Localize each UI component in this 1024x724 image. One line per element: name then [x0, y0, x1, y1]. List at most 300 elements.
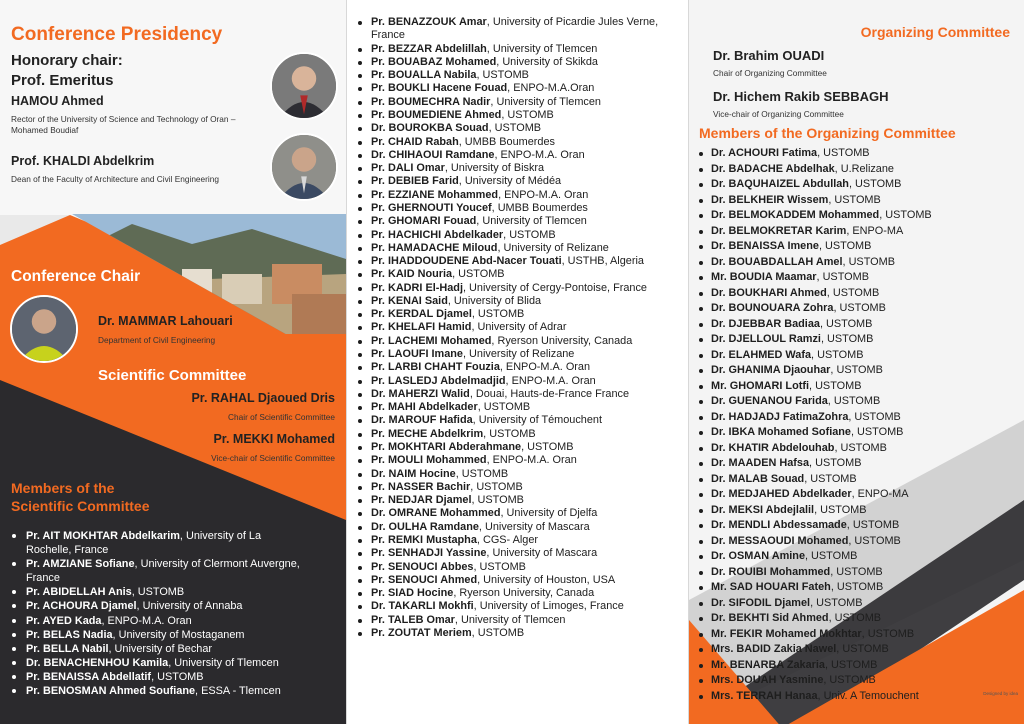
- list-item: [689, 270, 1019, 286]
- member-name: Dr. BOUROKBA Souad: [371, 122, 489, 135]
- member-name: Dr. BEKHTI Sid Ahmed: [711, 612, 829, 624]
- member-name: Pr. LASLEDJ Abdelmadjid: [371, 374, 506, 387]
- organizing-members-list: [689, 146, 1019, 704]
- member-affiliation: , University of Relizane: [463, 348, 575, 361]
- list-item: [347, 361, 683, 374]
- member-affiliation: , University of Houston, USA: [477, 573, 616, 586]
- member-affiliation: , ENPO-M.A. Oran: [505, 374, 596, 387]
- scientific-chair-role: Chair of Scientific Committee: [228, 412, 335, 422]
- list-item: [347, 401, 683, 414]
- list-item: [0, 670, 300, 684]
- member-name: Dr. MAADEN Hafsa: [711, 457, 810, 469]
- list-item: [689, 363, 1019, 379]
- member-affiliation: , USTOMB: [151, 670, 204, 683]
- list-item: [689, 394, 1019, 410]
- member-name: Dr. BELMOKRETAR Karim: [711, 224, 847, 237]
- list-item: [347, 189, 683, 202]
- list-item: [689, 193, 1019, 209]
- list-item: [689, 627, 1019, 643]
- member-name: Pr. IHADDOUDENE Abd-Nacer Touati: [371, 255, 562, 268]
- honorary-name-line1: Prof. Emeritus: [11, 72, 114, 89]
- list-item: [689, 611, 1019, 627]
- member-affiliation: , USTOMB: [842, 255, 895, 268]
- member-affiliation: , University of Mascara: [478, 520, 590, 533]
- list-item: [347, 481, 683, 494]
- member-name: Dr. BAQUHAIZEL Abdullah: [711, 178, 849, 190]
- member-name: Dr. MEKSI Abdejlalil: [711, 503, 815, 516]
- member-affiliation: , ENPO-M.A. Oran: [499, 361, 591, 374]
- organizing-vice-role: Vice-chair of Organizing Committee: [713, 109, 844, 119]
- list-item: [689, 580, 1019, 596]
- member-name: Pr. KAID Nouria: [371, 268, 453, 281]
- member-name: Pr. LAOUFI Imane: [371, 348, 463, 361]
- member-name: Pr. AIT MOKHTAR Abdelkarim: [26, 530, 180, 542]
- member-affiliation: , University of Clermont Auvergne, France: [26, 558, 300, 585]
- member-affiliation: , USTOMB: [476, 69, 529, 82]
- member-name: Dr. OSMAN Amine: [711, 550, 805, 562]
- member-name: Pr. MAHI Abdelkader: [371, 401, 478, 414]
- member-name: Dr. BOUKHARI Ahmed: [711, 286, 827, 299]
- member-affiliation: , USTOMB: [473, 560, 526, 573]
- member-affiliation: , CGS- Alger: [476, 533, 539, 546]
- member-affiliation: , USTOMB: [809, 379, 862, 392]
- middle-panel: [346, 0, 688, 724]
- list-item: [347, 388, 683, 401]
- member-name: Pr. AYED Kada: [26, 614, 102, 627]
- member-affiliation: , ENPO-M.A. Oran: [101, 614, 192, 627]
- list-item: [689, 565, 1019, 581]
- member-name: Dr. GHANIMA Djaouhar: [711, 364, 831, 376]
- member-affiliation: , USTOMB: [816, 271, 869, 283]
- scientific-members-title-line1: Members of the: [11, 480, 115, 496]
- list-item: [689, 410, 1019, 426]
- scientific-vice-role: Vice-chair of Scientific Committee: [211, 453, 335, 463]
- member-name: Pr. NEDJAR Djamel: [371, 494, 472, 507]
- member-affiliation: , USTOMB: [521, 441, 574, 453]
- list-item: [347, 507, 683, 520]
- member-affiliation: , UMBB Boumerdes: [491, 201, 588, 214]
- member-name: Pr. BENAISSA Abdellatif: [26, 670, 152, 683]
- member-affiliation: , USTOMB: [823, 674, 876, 686]
- member-affiliation: , USTOMB: [471, 626, 525, 639]
- member-affiliation: , USTOMB: [811, 348, 864, 361]
- member-name: Pr. BOUKLI Hacene Fouad: [371, 82, 508, 95]
- list-item: [689, 146, 1019, 162]
- member-name: Dr. BOUNOUARA Zohra: [711, 302, 834, 314]
- list-item: [347, 162, 683, 175]
- member-name: Dr. ELAHMED Wafa: [711, 348, 812, 361]
- member-affiliation: , USTOMB: [879, 209, 932, 221]
- member-affiliation: , University of Tlemcen: [454, 613, 566, 626]
- member-name: Pr. REMKI Mustapha: [371, 533, 477, 546]
- member-name: Dr. MEDJAHED Abdelkader: [711, 488, 852, 500]
- designer-credit: Designed by idea: [983, 691, 1018, 696]
- member-affiliation: , ENPO-M.A. Oran: [494, 148, 585, 161]
- list-item: [689, 549, 1019, 565]
- member-name: Dr. MESSAOUDI Mohamed: [711, 534, 849, 547]
- dean-role: Dean of the Faculty of Architecture and Civil Engineering: [11, 174, 219, 184]
- list-item: [689, 332, 1019, 348]
- scientific-committee-title: Scientific Committee: [98, 367, 247, 384]
- member-affiliation: , USTOMB: [824, 658, 878, 671]
- list-item: [347, 587, 683, 600]
- member-affiliation: , USTOMB: [809, 457, 862, 469]
- member-affiliation: , University of Picardie Jules Verne, France: [371, 16, 659, 42]
- list-item: [689, 503, 1019, 519]
- member-affiliation: , Ryerson University, Canada: [453, 587, 595, 600]
- list-item: [689, 425, 1019, 441]
- member-name: Pr. BENOSMAN Ahmed Soufiane: [26, 685, 196, 698]
- list-item: [347, 521, 683, 534]
- list-item: [347, 614, 683, 627]
- member-name: Pr. BOUABAZ Mohamed: [371, 55, 497, 68]
- conference-chair-avatar: [10, 295, 78, 363]
- member-name: Pr. SIAD Hocine: [371, 587, 454, 600]
- member-name: Dr. MAHERZI Walid: [371, 387, 470, 400]
- member-affiliation: , USTOMB: [830, 364, 883, 376]
- list-item: [689, 208, 1019, 224]
- member-affiliation: , USTOMB: [833, 302, 886, 314]
- list-item: [689, 441, 1019, 457]
- list-item: [347, 175, 683, 188]
- member-affiliation: , USTOMB: [850, 426, 904, 438]
- member-name: Pr. CHAID Rabah: [371, 135, 459, 148]
- member-affiliation: , ENPO-M.A. Oran: [498, 188, 589, 201]
- list-item: [347, 82, 683, 95]
- member-name: Pr. SENHADJI Yassine: [371, 547, 487, 560]
- presidency-title: Conference Presidency: [11, 24, 223, 45]
- member-affiliation: , USTOMB: [828, 193, 881, 206]
- list-item: [689, 317, 1019, 333]
- member-name: Mr. FEKIR Mohamed Mokhtar: [711, 627, 862, 640]
- list-item: [0, 614, 300, 628]
- right-panel: [688, 0, 1024, 724]
- member-name: Pr. BEZZAR Abdelillah: [371, 42, 487, 55]
- list-item: [689, 301, 1019, 317]
- list-item: [0, 557, 300, 585]
- list-item: [347, 295, 683, 308]
- list-item: [0, 585, 300, 599]
- member-affiliation: , USTOMB: [452, 268, 505, 281]
- list-item: [347, 335, 683, 348]
- organizing-vice-name: Dr. Hichem Rakib SEBBAGH: [713, 89, 889, 104]
- list-item: [347, 428, 683, 441]
- member-affiliation: , USTOMB: [830, 565, 883, 578]
- member-affiliation: , USTOMB: [131, 586, 185, 599]
- list-item: [347, 321, 683, 334]
- member-affiliation: , ENPO-MA: [851, 488, 909, 500]
- member-affiliation: , Univ. A Temouchent: [817, 689, 919, 702]
- member-affiliation: , University of Biskra: [444, 162, 545, 175]
- member-affiliation: , USTOMB: [471, 494, 524, 507]
- member-affiliation: , Ryerson University, Canada: [491, 334, 633, 347]
- member-name: Dr. CHIHAOUI Ramdane: [371, 148, 495, 161]
- member-name: Dr. TAKARLI Mokhfi: [371, 600, 474, 613]
- list-item: [347, 215, 683, 228]
- list-item: [0, 628, 300, 642]
- member-name: Pr. DALI Omar: [371, 162, 445, 175]
- member-affiliation: , University of Cergy-Pontoise, France: [462, 281, 647, 294]
- member-name: Pr. SENOUCI Ahmed: [371, 573, 478, 586]
- member-affiliation: , USTOMB: [818, 240, 872, 252]
- list-item: [689, 286, 1019, 302]
- list-item: [347, 494, 683, 507]
- member-name: Mrs. DOUAH Yasmine: [711, 674, 824, 686]
- member-affiliation: , USTOMB: [826, 286, 880, 299]
- member-name: Dr. ACHOURI Fatima: [711, 147, 818, 159]
- list-item: [347, 600, 683, 613]
- member-affiliation: , University of Mascara: [486, 547, 598, 560]
- member-affiliation: , University of Blida: [447, 294, 542, 307]
- list-item: [347, 149, 683, 162]
- member-name: Pr. BOUMEDIENE Ahmed: [371, 108, 502, 121]
- member-name: Dr. BELKHEIR Wissem: [711, 193, 829, 206]
- member-affiliation: , USTOMB: [810, 596, 863, 609]
- organizing-title: Organizing Committee: [860, 24, 1010, 40]
- member-affiliation: , USTOMB: [827, 395, 881, 407]
- list-item: [0, 599, 300, 613]
- member-affiliation: , U.Relizane: [834, 162, 894, 175]
- member-affiliation: , USTOMB: [861, 627, 915, 640]
- list-item: [689, 689, 1019, 705]
- member-name: Dr. BELMOKADDEM Mohammed: [711, 209, 880, 221]
- conference-chair-name: Dr. MAMMAR Lahouari: [98, 314, 233, 328]
- list-item: [347, 255, 683, 268]
- member-name: Dr. MALAB Souad: [711, 472, 805, 485]
- member-name: Pr. KHELAFI Hamid: [371, 321, 472, 334]
- list-item: [689, 673, 1019, 689]
- member-affiliation: , USTOMB: [477, 401, 531, 414]
- list-item: [347, 43, 683, 56]
- member-name: Pr. LARBI CHAHT Fouzia: [371, 361, 500, 374]
- conference-chair-role: Department of Civil Engineering: [98, 335, 216, 345]
- member-name: Dr. HADJADJ FatimaZohra: [711, 410, 849, 423]
- list-item: [347, 561, 683, 574]
- member-affiliation: , USTOMB: [503, 228, 556, 241]
- member-affiliation: , USTOMB: [488, 122, 542, 135]
- member-affiliation: , USTOMB: [834, 441, 887, 454]
- list-item: [689, 348, 1019, 364]
- member-affiliation: , USTOMB: [836, 643, 889, 655]
- member-name: Dr. MENDLI Abdessamade: [711, 519, 847, 531]
- member-name: Pr. ABIDELLAH Anis: [26, 586, 132, 599]
- member-affiliation: , ENPO-M.A. Oran: [486, 454, 577, 467]
- list-item: [0, 656, 300, 670]
- list-item: [347, 375, 683, 388]
- honorary-chair-avatar: [270, 52, 338, 120]
- scientific-members-title-line2: Scientific Committee: [11, 497, 150, 514]
- member-name: Dr. SIFODIL Djamel: [711, 596, 811, 609]
- member-name: Mr. BOUDIA Maamar: [711, 271, 817, 283]
- member-affiliation: , USTOMB: [804, 472, 857, 485]
- list-item: [689, 162, 1019, 178]
- member-name: Dr. IBKA Mohamed Sofiane: [711, 426, 851, 438]
- list-item: [689, 456, 1019, 472]
- member-affiliation: , USTOMB: [501, 108, 554, 121]
- list-item: [347, 96, 683, 109]
- list-item: [689, 596, 1019, 612]
- scientific-chair-name: Pr. RAHAL Djaoued Dris: [191, 391, 335, 405]
- left-panel: [0, 0, 346, 724]
- list-item: [689, 518, 1019, 534]
- list-item: [347, 414, 683, 427]
- member-name: Pr. ACHOURA Djamel: [26, 600, 137, 613]
- member-name: Pr. DEBIEB Farid: [371, 175, 459, 188]
- scientific-members-title: [11, 480, 149, 515]
- member-affiliation: , UMBB Boumerdes: [458, 135, 555, 148]
- member-affiliation: , University of Mostaganem: [112, 628, 245, 641]
- member-name: Mr. GHOMARI Lotfi: [711, 379, 810, 392]
- member-affiliation: , USTOMB: [830, 581, 884, 593]
- list-item: [689, 379, 1019, 395]
- member-affiliation: , USTOMB: [814, 503, 867, 516]
- honorary-name-line2: HAMOU Ahmed: [11, 94, 104, 108]
- member-affiliation: , University of Tlemcen: [168, 656, 279, 669]
- member-affiliation: , USTOMB: [820, 333, 874, 345]
- member-affiliation: , ENPO-M.A.Oran: [507, 82, 595, 95]
- member-name: Mrs. BADID Zakia Nawel: [711, 643, 837, 655]
- list-item: [689, 642, 1019, 658]
- scientific-members-list-1: [0, 529, 300, 698]
- member-name: Dr. BADACHE Abdelhak: [711, 162, 835, 175]
- member-name: Pr. HACHICHI Abdelkader: [371, 228, 504, 241]
- member-name: Pr. EZZIANE Mohammed: [371, 188, 499, 201]
- member-name: Dr. MAROUF Hafida: [371, 414, 473, 427]
- honorary-role: Rector of the University of Science and Technology of Oran – Mohamed Boudiaf: [11, 114, 236, 135]
- member-name: Dr. KHATIR Abdelouhab: [711, 441, 835, 454]
- member-affiliation: , University of Limoges, France: [473, 600, 624, 613]
- list-item: [689, 239, 1019, 255]
- conference-chair-title: Conference Chair: [11, 268, 141, 285]
- list-item: [347, 136, 683, 149]
- member-affiliation: , University of La Rochelle, France: [26, 530, 262, 557]
- member-name: Mr. SAD HOUARI Fateh: [711, 581, 831, 593]
- member-name: Pr. GHOMARI Fouad: [371, 215, 477, 228]
- member-name: Pr. GHERNOUTI Youcef: [371, 201, 492, 214]
- list-item: [689, 487, 1019, 503]
- member-affiliation: , USTOMB: [805, 550, 858, 562]
- list-item: [689, 658, 1019, 674]
- member-affiliation: , USTOMB: [483, 427, 536, 440]
- member-name: Pr. BENAZZOUK Amar: [371, 16, 487, 28]
- list-item: [347, 308, 683, 321]
- member-name: Dr. BENAISSA Imene: [711, 240, 819, 252]
- scientific-members-list-2: [347, 16, 683, 640]
- member-affiliation: , USTOMB: [846, 519, 900, 531]
- member-affiliation: , USTOMB: [819, 317, 873, 330]
- member-name: Pr. ZOUTAT Meriem: [371, 626, 472, 639]
- member-affiliation: , University of Tlemcen: [490, 95, 601, 108]
- member-affiliation: , USTOMB: [848, 410, 901, 423]
- member-affiliation: , USTOMB: [848, 534, 901, 547]
- list-item: [689, 255, 1019, 271]
- member-affiliation: , ESSA - Tlemcen: [195, 685, 281, 698]
- organizing-members-title: Members of the Organizing Committee: [699, 125, 956, 141]
- member-name: Pr. SENOUCI Abbes: [371, 560, 474, 573]
- member-name: Dr. BENACHENHOU Kamila: [26, 656, 169, 669]
- member-affiliation: , Douai, Hauts-de-France France: [469, 387, 630, 400]
- member-name: Dr. OULHA Ramdane: [371, 520, 479, 533]
- member-name: Dr. DJEBBAR Badiaa: [711, 317, 820, 330]
- organizing-chair-role: Chair of Organizing Committee: [713, 68, 827, 78]
- list-item: [347, 547, 683, 560]
- member-name: Pr. KADRI El-Hadj: [371, 281, 463, 294]
- list-item: [0, 684, 300, 698]
- list-item: [347, 534, 683, 547]
- dean-name: Prof. KHALDI Abdelkrim: [11, 154, 155, 168]
- member-affiliation: , USTOMB: [828, 612, 882, 624]
- list-item: [689, 177, 1019, 193]
- list-item: [347, 574, 683, 587]
- member-name: Pr. LACHEMI Mohamed: [371, 334, 492, 347]
- list-item: [347, 242, 683, 255]
- member-name: Pr. KENAI Said: [371, 294, 448, 307]
- list-item: [347, 282, 683, 295]
- member-affiliation: , University of Relizane: [497, 241, 609, 254]
- member-name: Pr. MECHE Abdelkrim: [371, 427, 484, 440]
- list-item: [347, 109, 683, 122]
- member-name: Pr. MOULI Mohammed: [371, 454, 487, 467]
- list-item: [0, 529, 300, 557]
- list-item: [347, 122, 683, 135]
- member-name: Dr. ROUIBI Mohammed: [711, 565, 831, 578]
- member-affiliation: , University of Annaba: [136, 600, 243, 613]
- member-name: Pr. BELAS Nadia: [26, 628, 113, 641]
- member-name: Pr. MOKHTARI Abderahmane: [371, 441, 522, 453]
- list-item: [347, 16, 683, 43]
- member-name: Dr. DJELLOUL Ramzi: [711, 333, 821, 345]
- member-affiliation: , USTOMB: [848, 178, 902, 190]
- member-affiliation: , USTOMB: [455, 467, 509, 480]
- member-affiliation: , USTHB, Algeria: [561, 255, 644, 268]
- member-affiliation: , ENPO-MA: [846, 224, 904, 237]
- member-affiliation: , University of Adrar: [471, 321, 567, 334]
- member-name: Pr. AMZIANE Sofiane: [26, 558, 135, 571]
- member-affiliation: , USTOMB: [470, 480, 523, 493]
- list-item: [347, 441, 683, 454]
- member-name: Mrs. TERRAH Hanaa: [711, 689, 818, 702]
- member-name: Pr. BOUMECHRA Nadir: [371, 95, 491, 108]
- member-name: Pr. BOUALLA Nabila: [371, 69, 477, 82]
- list-item: [347, 56, 683, 69]
- member-affiliation: , University of Témouchent: [472, 414, 602, 427]
- list-item: [689, 224, 1019, 240]
- member-affiliation: , University of Skikda: [496, 55, 598, 68]
- scientific-vice-name: Pr. MEKKI Mohamed: [213, 432, 335, 446]
- list-item: [347, 468, 683, 481]
- list-item: [347, 202, 683, 215]
- honorary-label: Honorary chair:: [11, 52, 123, 69]
- member-name: Pr. NASSER Bachir: [371, 480, 471, 493]
- list-item: [0, 642, 300, 656]
- member-name: Pr. HAMADACHE Miloud: [371, 241, 498, 254]
- member-name: Pr. KERDAL Djamel: [371, 308, 472, 321]
- member-affiliation: , University of Bechar: [108, 642, 212, 655]
- list-item: [347, 229, 683, 242]
- list-item: [347, 627, 683, 640]
- member-affiliation: , USTOMB: [471, 308, 525, 321]
- list-item: [347, 69, 683, 82]
- member-affiliation: , University of Djelfa: [500, 507, 598, 520]
- list-item: [347, 454, 683, 467]
- member-name: Pr. TALEB Omar: [371, 613, 455, 626]
- member-affiliation: , University of Tlemcen: [486, 42, 598, 55]
- member-affiliation: , USTOMB: [817, 147, 870, 159]
- member-name: Dr. BOUABDALLAH Amel: [711, 255, 843, 268]
- member-affiliation: , University of Médéa: [458, 175, 562, 188]
- member-affiliation: , University of Tlemcen: [476, 215, 587, 228]
- member-name: Dr. NAIM Hocine: [371, 467, 456, 480]
